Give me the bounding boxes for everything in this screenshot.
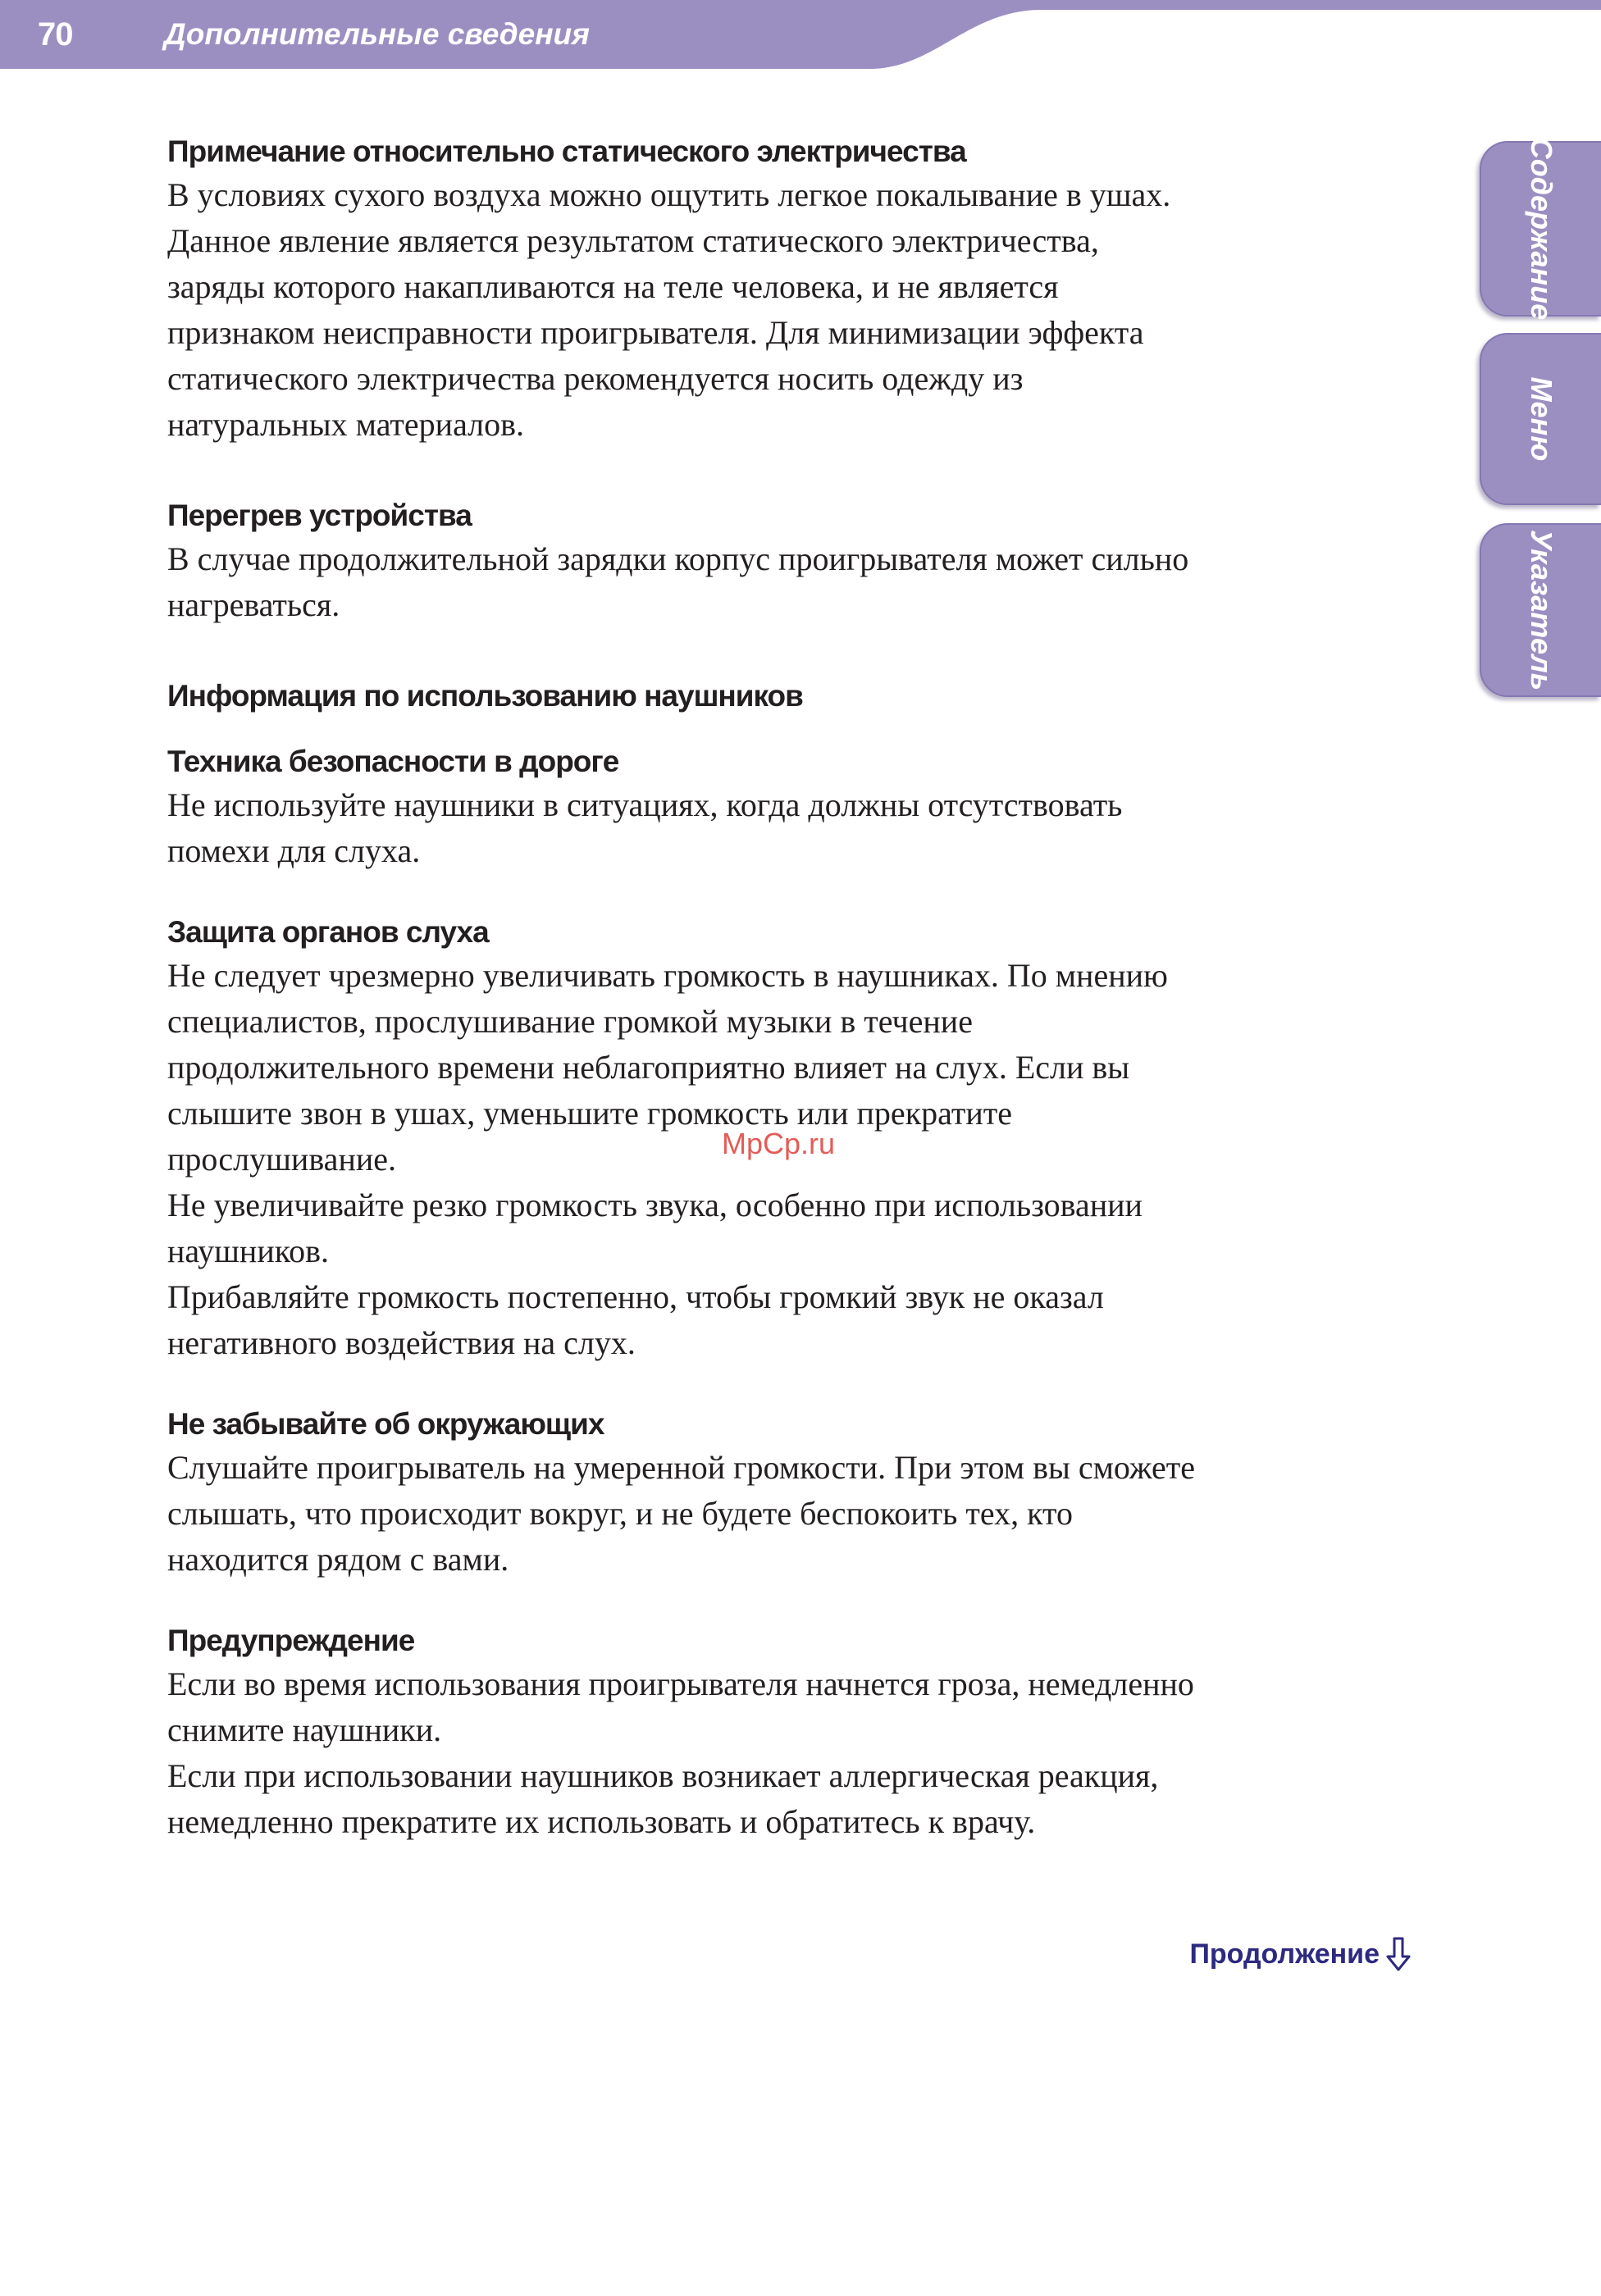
text-line: продолжительного времени неблагоприятно влияет на слух. Если вы <box>167 1049 1130 1086</box>
text-line: Слушайте проигрыватель на умеренной громкости. При этом вы сможете <box>167 1449 1196 1486</box>
section-heading: Предупреждение <box>167 1624 415 1657</box>
section-heading: Примечание относительно статического электричества <box>167 134 966 168</box>
text-line: Не используйте наушники в ситуациях, когда должны отсутствовать <box>167 786 1123 823</box>
watermark: MpCp.ru <box>722 1127 836 1160</box>
section-heading: Техника безопасности в дороге <box>167 745 619 778</box>
text-line: Не следует чрезмерно увеличивать громкость в наушниках. По мнению <box>167 957 1168 994</box>
text-line: В условиях сухого воздуха можно ощутить легкое покалывание в ушах. <box>167 176 1171 213</box>
tab-menu[interactable] <box>1480 333 1601 505</box>
arrow-down-icon <box>1386 1937 1411 1971</box>
section-heading: Не забывайте об окружающих <box>167 1407 604 1441</box>
text-line: специалистов, прослушивание громкой музыки в течение <box>167 1003 973 1040</box>
text-line: заряды которого накапливаются на теле человека, и не является <box>167 268 1059 305</box>
tab-menu-label: Меню <box>1525 376 1558 462</box>
text-line: нагреваться. <box>167 586 340 623</box>
tab-index-label: Указатель <box>1525 529 1558 691</box>
text-line: Прибавляйте громкость постепенно, чтобы громкий звук не оказал <box>167 1278 1104 1315</box>
text-line: Если при использовании наушников возникает аллергическая реакция, <box>167 1757 1159 1794</box>
text-line: статического электричества рекомендуется носить одежду из <box>167 360 1024 397</box>
text-line: Не увеличивайте резко громкость звука, особенно при использовании <box>167 1187 1143 1223</box>
text-line: наушников. <box>167 1232 330 1269</box>
section-road-safety <box>167 741 1430 874</box>
section-overheat <box>167 495 1430 628</box>
text-line: прослушивание. <box>167 1141 397 1178</box>
text-line: слышите звон в ушах, уменьшите громкость или прекратите <box>167 1095 1012 1132</box>
tab-index[interactable] <box>1480 523 1601 697</box>
text-line: Данное явление является результатом статического электричества, <box>167 222 1099 259</box>
section-heading: Защита органов слуха <box>167 915 489 949</box>
text-line: немедленно прекратите их использовать и обратитесь к врачу. <box>167 1803 1036 1840</box>
continue-label: Продолжение <box>1189 1938 1380 1970</box>
page-header <box>0 0 1601 69</box>
section-static <box>167 131 1430 448</box>
continue-link[interactable] <box>1189 1937 1411 1971</box>
text-line: слышать, что происходит вокруг, и не будете беспокоить тех, кто <box>167 1495 1073 1532</box>
text-line: находится рядом с вами. <box>167 1541 509 1578</box>
section-title: Дополнительные сведения <box>164 17 590 51</box>
text-line: В случае продолжительной зарядки корпус проигрывателя может сильно <box>167 540 1189 577</box>
text-line: помехи для слуха. <box>167 832 421 869</box>
text-line: Если во время использования проигрывателя начнется гроза, немедленно <box>167 1665 1194 1702</box>
section-warning <box>167 1620 1430 1845</box>
section-heading-headphones: Информация по использованию наушников <box>167 679 803 713</box>
text-line: натуральных материалов. <box>167 406 525 443</box>
tab-contents[interactable] <box>1480 137 1601 321</box>
tab-contents-label: Содержание <box>1525 137 1558 321</box>
section-others <box>167 1404 1430 1583</box>
text-line: снимите наушники. <box>167 1711 442 1748</box>
text-line: признаком неисправности проигрывателя. Для минимизации эффекта <box>167 314 1144 351</box>
page-number: 70 <box>38 16 73 52</box>
section-heading: Перегрев устройства <box>167 499 472 532</box>
text-line: негативного воздействия на слух. <box>167 1324 636 1361</box>
main-content <box>167 131 1430 1845</box>
